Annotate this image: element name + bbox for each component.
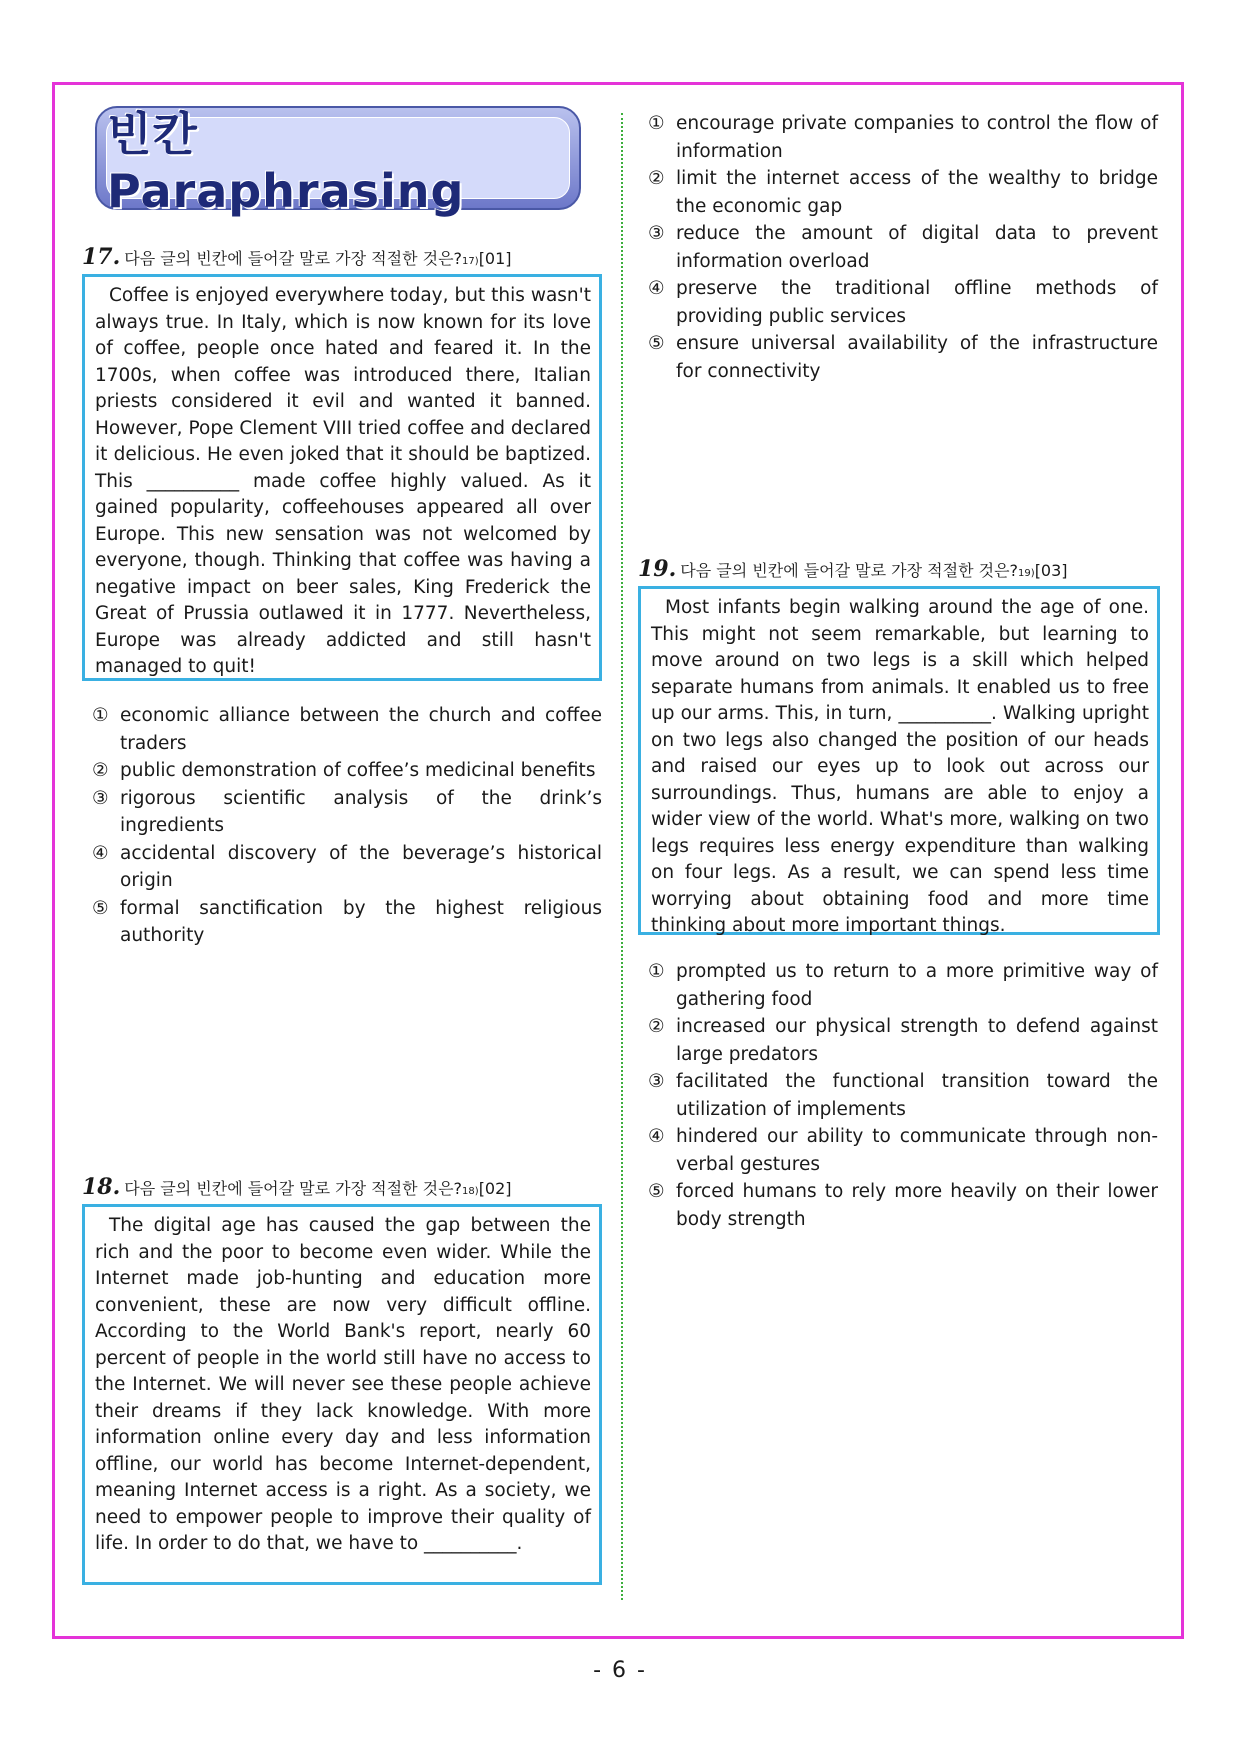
question-footnote: 19): [1018, 568, 1035, 579]
section-title-banner: [95, 106, 581, 218]
option-text: preserve the traditional offline methods of providing public services: [676, 278, 1158, 327]
option-mark: ③: [648, 223, 665, 244]
option-mark: ③: [648, 1071, 665, 1092]
option-4[interactable]: [648, 1123, 1158, 1178]
question-18-passage: [82, 1204, 602, 1585]
option-mark: ③: [92, 787, 109, 809]
option-2[interactable]: [92, 757, 602, 785]
option-text: formal sanctification by the highest religious authority: [120, 897, 602, 946]
question-prompt: 다음 글의 빈칸에 들어갈 말로 가장 적절한 것은?: [680, 561, 1019, 580]
option-3[interactable]: [648, 220, 1158, 275]
question-prompt: 다음 글의 빈칸에 들어갈 말로 가장 적절한 것은?: [124, 1179, 463, 1198]
question-prompt: 다음 글의 빈칸에 들어갈 말로 가장 적절한 것은?: [124, 249, 463, 268]
option-3[interactable]: [92, 785, 602, 840]
option-text: prompted us to return to a more primitive way of gathering food: [676, 961, 1158, 1010]
option-4[interactable]: [648, 275, 1158, 330]
option-text: rigorous scientific analysis of the drink’s ingredients: [120, 787, 602, 836]
section-title: 빈칸 Paraphrasing: [107, 107, 465, 218]
option-mark: ⑤: [648, 333, 665, 354]
question-code: [02]: [478, 1179, 512, 1198]
question-number: 17.: [82, 244, 121, 270]
passage-text: The digital age has caused the gap between the rich and the poor to become even wider. While the Internet made job-hunting and education more convenient, these are now very difficult offline. According to the World Bank's report, nearly 60 percent of people in the world still have no access to the Internet. We will never see these people achieve their dreams if they lack knowledge. With more information online every day and less information offline, our world has become Internet-dependent, meaning Internet access is a right. As a society, we need to empower people to improve their quality of life. In order to do that, we have to __________.: [95, 1215, 591, 1554]
option-mark: ⑤: [92, 897, 109, 919]
option-1[interactable]: [648, 110, 1158, 165]
question-code: [01]: [478, 249, 512, 268]
option-mark: ②: [648, 168, 665, 189]
option-text: ensure universal availability of the infrastructure for connectivity: [676, 333, 1158, 382]
question-19-options: [648, 958, 1158, 1233]
question-number: 18.: [82, 1174, 121, 1200]
option-text: hindered our ability to communicate through non-verbal gestures: [676, 1126, 1158, 1175]
page-number: - 6 -: [593, 1658, 647, 1683]
option-4[interactable]: [92, 840, 602, 895]
option-text: facilitated the functional transition toward the utilization of implements: [676, 1071, 1158, 1120]
question-18-header: [82, 1174, 512, 1200]
option-mark: ①: [648, 961, 665, 982]
option-text: increased our physical strength to defend against large predators: [676, 1016, 1158, 1065]
option-1[interactable]: [648, 958, 1158, 1013]
option-mark: ④: [648, 278, 665, 299]
section-title-inner: [106, 107, 570, 218]
option-2[interactable]: [648, 165, 1158, 220]
option-2[interactable]: [648, 1013, 1158, 1068]
question-footnote: 18): [462, 1186, 479, 1197]
option-mark: ②: [92, 760, 109, 781]
option-text: forced humans to rely more heavily on their lower body strength: [676, 1181, 1158, 1230]
passage-text: Coffee is enjoyed everywhere today, but this wasn't always true. In Italy, which is now known for its love of coffee, people once hated and feared it. In the 1700s, when coffee was introduced there, Italian priests considered it evil and wanted it banned. However, Pope Clement VIII tried coffee and declared it delicious. He even joked that it should be baptized. This __________ made coffee highly valued. As it gained popularity, coffeehouses appeared all over Europe. This new sensation was not welcomed by everyone, though. Thinking that coffee was having a negative impact on beer sales, King Frederick the Great of Prussia outlawed it in 1777. Nevertheless, Europe was already addicted and still hasn't managed to quit!: [95, 285, 591, 677]
option-text: accidental discovery of the beverage’s historical origin: [120, 842, 602, 891]
option-mark: ①: [92, 705, 109, 726]
option-text: economic alliance between the church and coffee traders: [120, 705, 602, 754]
option-5[interactable]: [648, 1178, 1158, 1233]
option-text: public demonstration of coffee’s medicinal benefits: [120, 760, 596, 781]
option-text: reduce the amount of digital data to prevent information overload: [676, 223, 1158, 272]
passage-text: Most infants begin walking around the age of one. This might not seem remarkable, but learning to move around on two legs is a skill which helped separate humans from animals. It enabled us to free up our arms. This, in turn, __________. Walking upright on two legs also changed the position of our heads and raised our eyes up to look out across our surroundings. Thus, humans are able to enjoy a wider view of the world. What's more, walking on two legs requires less energy expenditure than walking on four legs. As a result, we can spend less time worrying about obtaining food and more time thinking about more important things.: [651, 597, 1149, 936]
question-17-passage: [82, 274, 602, 681]
question-17-options: [92, 702, 602, 950]
question-17-header: [82, 244, 512, 270]
option-text: limit the internet access of the wealthy to bridge the economic gap: [676, 168, 1158, 217]
option-mark: ①: [648, 113, 665, 134]
option-5[interactable]: [648, 330, 1158, 385]
option-mark: ②: [648, 1016, 665, 1037]
option-1[interactable]: [92, 702, 602, 757]
option-mark: ④: [92, 842, 109, 864]
question-number: 19.: [638, 556, 677, 582]
question-18-options: [648, 110, 1158, 385]
question-code: [03]: [1034, 561, 1068, 580]
question-19-header: [638, 556, 1068, 582]
question-19-passage: [638, 586, 1160, 935]
option-text: encourage private companies to control the flow of information: [676, 113, 1158, 162]
option-5[interactable]: [92, 895, 602, 950]
option-mark: ⑤: [648, 1181, 665, 1202]
option-mark: ④: [648, 1126, 665, 1147]
column-divider: [621, 113, 623, 1600]
option-3[interactable]: [648, 1068, 1158, 1123]
question-footnote: 17): [462, 256, 479, 267]
